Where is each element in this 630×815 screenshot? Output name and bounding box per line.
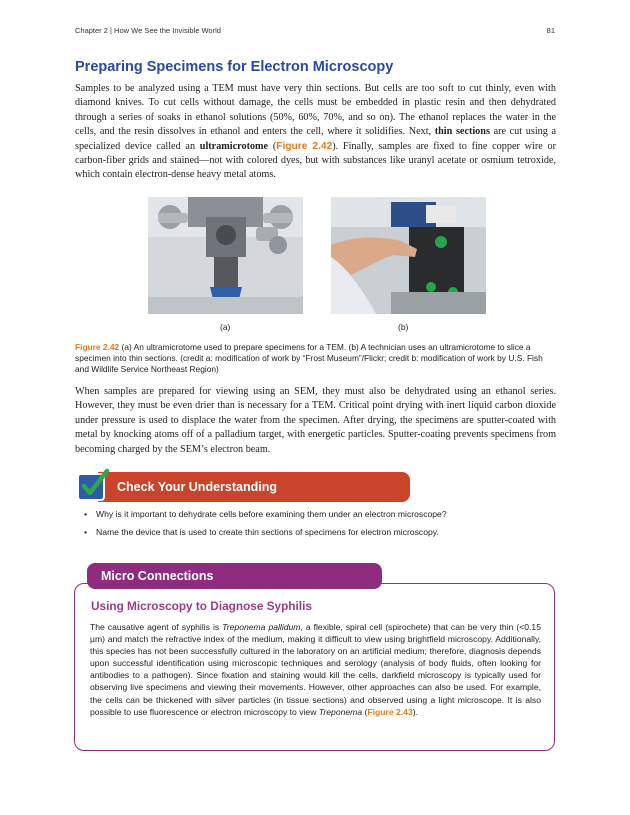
list-item: • Name the device that is used to create thin sections of specimens for electron microscopy. — [82, 527, 552, 538]
genus-name: Treponema — [318, 706, 363, 717]
page-header — [75, 26, 555, 35]
text-run: The causative agent of syphilis is — [90, 622, 223, 632]
technician-photo — [331, 197, 486, 314]
question-list — [82, 509, 552, 545]
figure-caption — [75, 342, 556, 375]
term-ultramicrotome: ultramicrotome — [199, 140, 269, 152]
text-run: are cut using a specialized device called an — [75, 126, 557, 152]
micro-connections-body — [90, 621, 541, 718]
text-run: ( — [362, 706, 368, 717]
micro-connections-title: Micro Connections — [101, 569, 214, 583]
text-run: ). Finally, samples are fixed to fine copper wire or carbon-fiber grids and stained—not with colored dyes, but with substances like uranyl acetate or osmium tetroxide, which contain electron-dense heavy metal atoms. — [75, 140, 556, 181]
caption-figure-number: Figure 2.42 — [75, 342, 120, 352]
checkbox-icon — [76, 468, 110, 502]
page-number: 81 — [546, 26, 555, 35]
paragraph-sem-prep: When samples are prepared for viewing using an SEM, they must also be dehydrated using an ethanol series. However, they must be even drier than is necessary for a TEM. Critical point drying with inert liquid carbon dioxide under pressure is used to displace the water from the specimen. After drying, the specimens are sputter-coated with metal by knocking atoms off of a palladium target, with energetic particles. Sputter-coating prevents specimens from becoming charged by the SEM’s electron beam. — [75, 386, 556, 455]
list-item: • Why is it important to dehydrate cells before examining them under an electron microscope? — [82, 509, 552, 520]
species-name: Treponema pallidum — [222, 622, 301, 632]
caption-text: (a) An ultramicrotome used to prepare specimens for a TEM. (b) A technician uses an ultramicrotome to slice a specimen into thin sections. (credit a: modification of work by “Frost Museum”/Flickr; credit b: modification of work by U.S. Fish and Wildlife Service Northeast Region) — [75, 342, 543, 374]
figure-link-2-43[interactable]: Figure 2.43 — [367, 706, 413, 717]
text-run: ( — [268, 140, 277, 152]
text-run: , a flexible, spiral cell (spirochete) that can be very thin (<0.15 µm) and match the refractive index of the medium, making it difficult to view using brightfield microscopy. Additionally, this species has not been successfully cultured in the laboratory on an artificial medium; therefore, diagnosis depends upon successful identification using microscopic techniques and serology (analysis of body fluids, often looking for antibodies to a pathogen). Since fixation and staining would kill the cells, darkfield microscopy is typically used for observing live specimens and viewing their movements. However, other approaches can also be used. For example, the cells can be thickened with silver particles (in tissue sections) and observed using a light microscope. It is also possible to use fluorescence or electron microscopy to view — [90, 622, 541, 717]
figure-label-b: (b) — [398, 322, 409, 332]
micro-connections-subtitle: Using Microscopy to Diagnose Syphilis — [91, 599, 312, 613]
figure-link-2-42[interactable]: Figure 2.42 — [276, 140, 333, 152]
text-run: Samples to be analyzed using a TEM must have very thin sections. But cells are too soft to cut thinly, even with diamond knives. To cut cells without damage, the cells must be embedded in plastic resin and then dehydrated through a series of soaks in ethanol solutions (50%, 60%, 70%, and so on). The ethanol replaces the water in the cells, and the resin dissolves in ethanol and enters the cell, where it solidifies. Next, — [75, 83, 556, 138]
text-run: ). — [412, 706, 418, 717]
term-thin-sections: thin sections — [434, 126, 490, 138]
paragraph-specimen-prep — [75, 82, 556, 183]
figure-label-a: (a) — [220, 322, 231, 332]
check-understanding-title: Check Your Understanding — [117, 480, 277, 494]
chapter-title: Chapter 2 | How We See the Invisible World — [75, 26, 221, 35]
ultramicrotome-photo — [148, 197, 303, 314]
section-title: Preparing Specimens for Electron Microscopy — [75, 59, 394, 75]
